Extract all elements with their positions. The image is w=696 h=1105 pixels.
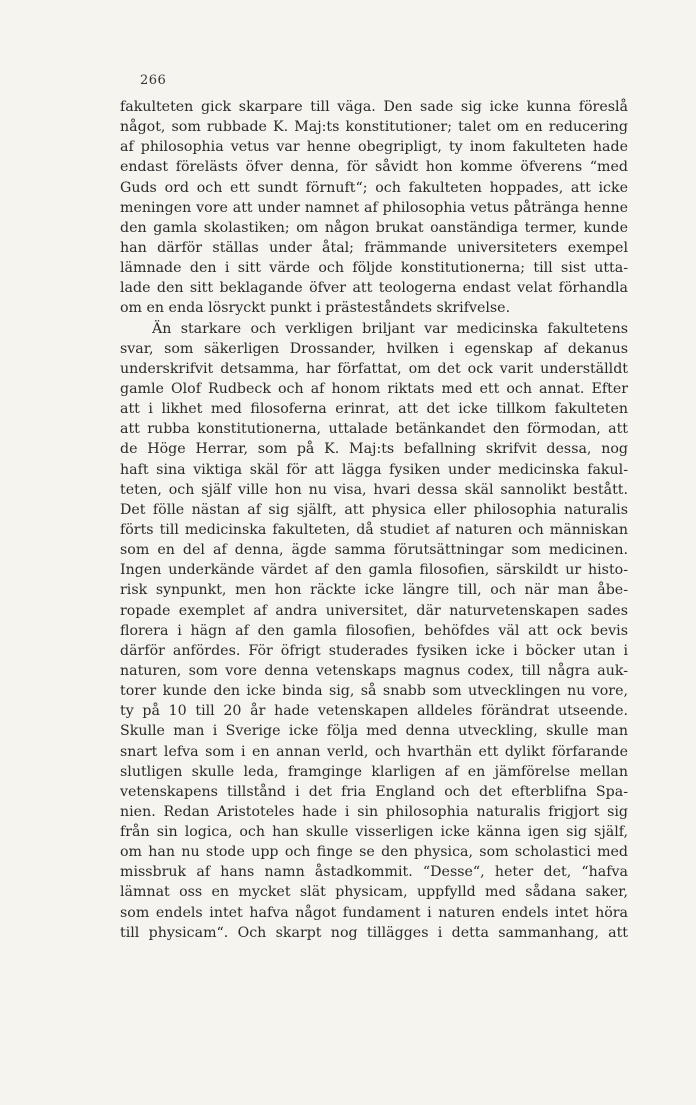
text-line: Guds ord och ett sundt förnuft“; och fakulteten hoppades, att icke — [120, 179, 628, 196]
text-line: meningen vore att under namnet af philosophia vetus påtränga henne — [120, 199, 628, 216]
text-line: något, som rubbade K. Maj:ts konstitutioner; talet om en reducering — [120, 119, 628, 136]
text-line: risk synpunkt, men hon räckte icke längre till, och när man åbe- — [120, 582, 628, 599]
text-line: slutligen skulle leda, framginge klarligen af en jämförelse mellan — [120, 763, 628, 780]
paragraph-end-line: om en enda lösryckt punkt i prästeståndets skrifvelse. — [120, 300, 511, 317]
text-line: att i likhet med filosoferna erinrat, att det icke tillkom fakulteten — [120, 401, 628, 418]
text-line: ropade exemplet af andra universitet, där naturvetenskapen sades — [120, 602, 628, 619]
text-line: som endels intet hafva något fundament i naturen endels intet höra — [120, 904, 628, 921]
text-line: missbruk af hans namn åstadkommit. “Desse“, heter det, “hafva — [120, 864, 628, 881]
text-line: gamle Olof Rudbeck och af honom riktats med ett och annat. Efter — [120, 380, 628, 397]
text-line: att rubba konstitutionerna, uttalade betänkandet den förmodan, att — [120, 421, 628, 438]
text-line: om han nu stode upp och finge se den physica, som scholastici med — [120, 844, 628, 861]
text-line: torer kunde den icke binda sig, så snabb som utvecklingen nu vore, — [120, 683, 628, 700]
text-line: från sin logica, och han skulle visserligen icke känna igen sig själf, — [120, 824, 628, 841]
text-line: endast förelästs öfver denna, för såvidt hon komme öfverens “med — [120, 159, 628, 176]
text-line: svar, som säkerligen Drossander, hvilken i egenskap af dekanus — [120, 340, 628, 357]
text-line: ty på 10 till 20 år hade vetenskapen alldeles förändrat utseende. — [120, 703, 628, 720]
text-line: underskrifvit detsamma, har författat, om det ock varit underställdt — [120, 360, 628, 377]
text-line: fakulteten gick skarpare till väga. Den sade sig icke kunna föreslå — [120, 99, 628, 115]
text-line: till physicam“. Och skarpt nog tillägges i detta sammanhang, att — [120, 924, 628, 941]
text-line: som en del af denna, ägde samma förutsättningar som medicinen. — [120, 542, 628, 559]
text-line: Det fölle nästan af sig själft, att physica eller philosophia naturalis — [120, 501, 628, 518]
page-number: 266 — [140, 73, 167, 88]
text-line: den gamla skolastiken; om någon brukat oanständiga termer, kunde — [120, 219, 628, 236]
text-line: de Höge Herrar, som på K. Maj:ts befallning skrifvit dessa, nog — [120, 441, 628, 458]
text-line: Ingen underkände värdet af den gamla filosofien, särskildt ur histo- — [120, 562, 628, 579]
text-line: lade den sitt beklagande öfver att teologerna endast velat förhandla — [120, 280, 628, 297]
text-line: vetenskapens tillstånd i det fria England och det efterblifna Spa- — [120, 783, 628, 800]
text-line: teten, och själf ville hon nu visa, hvari dessa skäl sannolikt bestått. — [120, 481, 628, 498]
text-line: naturen, som vore denna vetenskaps magnus codex, till några auk- — [120, 662, 628, 679]
text-line: han därför ställas under åtal; främmande universiteters exempel — [120, 239, 628, 256]
text-line: därför anfördes. För öfrigt studerades fysiken icke i böcker utan i — [120, 642, 628, 659]
paragraph-start-line: Än starkare och verkligen briljant var medicinska fakultetens — [152, 320, 628, 337]
text-line: snart lefva som i en annan verld, och hvarthän ett dylikt förfarande — [120, 743, 628, 760]
text-line: Skulle man i Sverige icke följa med denna utveckling, skulle man — [120, 723, 628, 740]
text-line: lämnat oss en mycket slät physicam, uppfylld med sådana saker, — [120, 884, 628, 901]
text-line: förts till medicinska fakulteten, då studiet af naturen och människan — [120, 521, 628, 538]
text-line: florera i hägn af den gamla filosofien, behöfdes väl att ock bevis — [120, 622, 628, 639]
body-text — [120, 97, 628, 943]
text-line: haft sina viktiga skäl för att lägga fysiken under medicinska fakul- — [120, 461, 628, 478]
text-line: lämnade den i sitt värde och följde konstitutionerna; till sist utta- — [120, 260, 628, 277]
text-line: nien. Redan Aristoteles hade i sin philosophia naturalis frigjort sig — [120, 803, 628, 820]
text-line: af philosophia vetus var henne obegripligt, ty inom fakulteten hade — [120, 139, 628, 156]
